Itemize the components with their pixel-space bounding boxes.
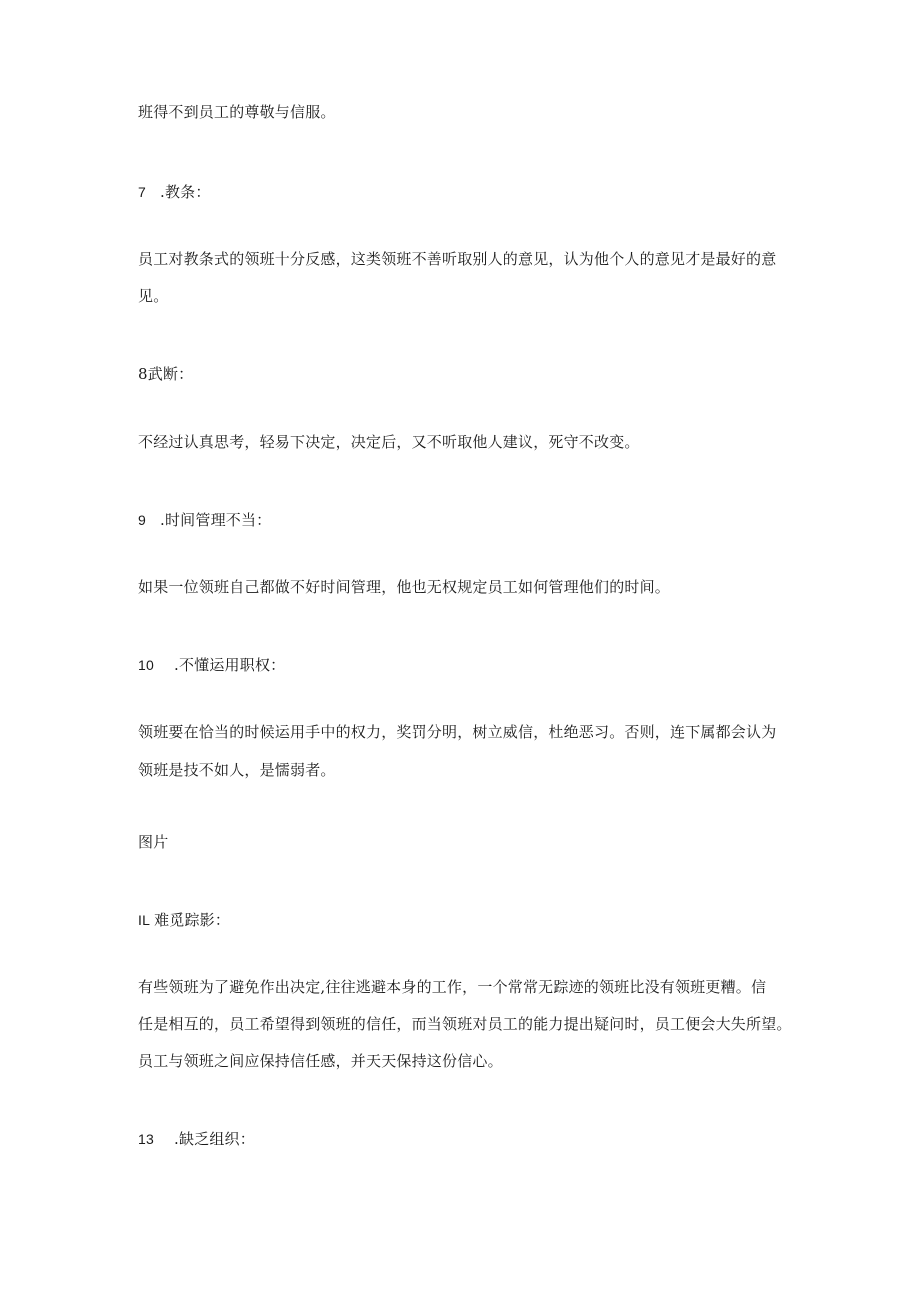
paragraph-line: 有些领班为了避免作出决定,往往逃避本身的工作，一个常常无踪迹的领班比没有领班更糟。信 — [138, 978, 767, 996]
paragraph-line: 员工与领班之间应保持信任感，并天天保持这份信心。 — [138, 1052, 503, 1070]
section-heading-8: 8武断： — [138, 365, 194, 383]
section-heading-11 — [138, 906, 788, 934]
paragraph-line: 任是相互的，员工希望得到领班的信任，而当领班对员工的能力提出疑问时，员工便会大失所望。 — [138, 1015, 792, 1033]
section-heading-9 — [138, 506, 788, 534]
heading-text: .教条： — [160, 183, 211, 201]
heading-number: 7 — [138, 184, 146, 200]
paragraph-line: 不经过认真思考，轻易下决定，决定后，又不听取他人建议，死守不改变。 — [138, 433, 640, 451]
section-heading-13 — [138, 1125, 788, 1153]
paragraph-line: 见。 — [138, 287, 169, 305]
heading-prefix: IL — [138, 912, 151, 928]
heading-text: .缺乏组织： — [173, 1130, 255, 1148]
paragraph-line: 领班要在恰当的时候运用手中的权力，奖罚分明，树立威信，杜绝恶习。否则，连下属都会认为 — [138, 723, 777, 741]
heading-text: .时间管理不当： — [160, 511, 272, 529]
heading-text: .不懂运用职权： — [173, 656, 286, 674]
heading-number: 9 — [138, 512, 146, 528]
heading-text: 难觅踪影： — [154, 911, 231, 929]
paragraph-line: 如果一位领班自己都做不好时间管理，他也无权规定员工如何管理他们的时间。 — [138, 578, 671, 596]
paragraph-line: 员工对教条式的领班十分反感，这类领班不善听取别人的意见，认为他个人的意见才是最好的意 — [138, 250, 777, 268]
paragraph-line: 班得不到员工的尊敬与信服。 — [138, 103, 336, 121]
paragraph-line: 领班是技不如人，是懦弱者。 — [138, 761, 336, 779]
section-heading-7 — [138, 178, 788, 206]
image-placeholder-label: 图片 — [138, 833, 169, 851]
heading-number: 13 — [138, 1131, 154, 1147]
heading-number: 10 — [138, 657, 154, 673]
section-heading-10 — [138, 651, 788, 679]
